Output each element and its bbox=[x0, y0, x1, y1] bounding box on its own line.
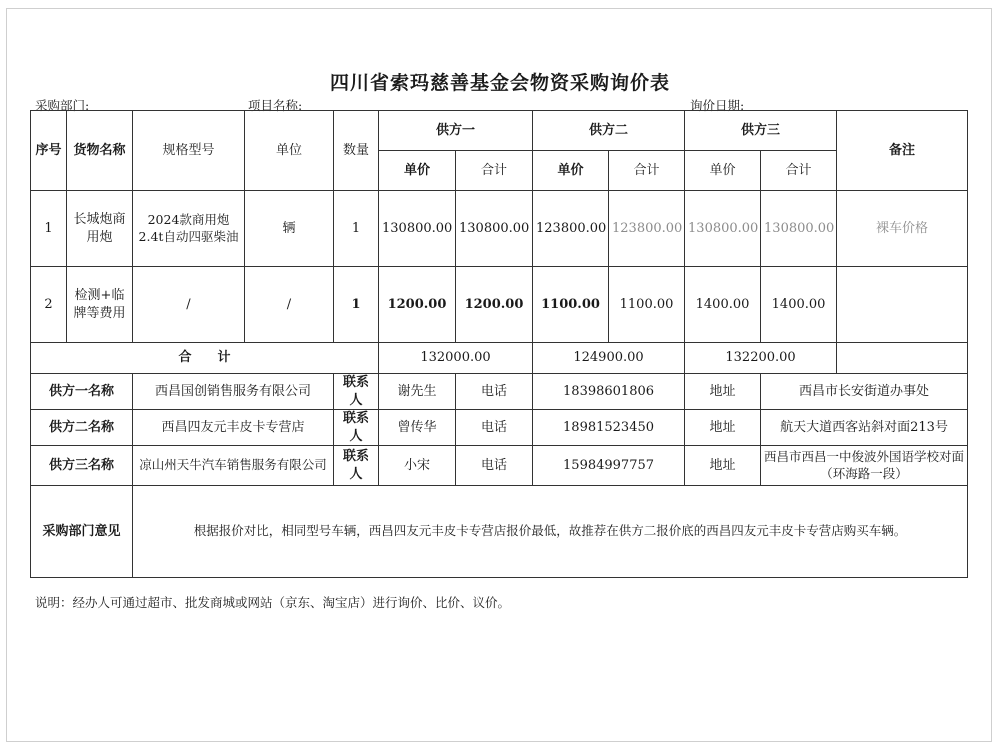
sum-label: 合 计 bbox=[31, 343, 379, 374]
row-s2-total: 123800.00 bbox=[609, 191, 685, 267]
opinion-label: 采购部门意见 bbox=[31, 486, 133, 578]
phone-label: 电话 bbox=[456, 374, 533, 410]
inquiry-table bbox=[30, 110, 968, 578]
row-s1-total: 1200.00 bbox=[456, 267, 533, 343]
contact-label: 联系人 bbox=[334, 374, 379, 410]
supplier-role-label: 供方二名称 bbox=[31, 410, 133, 446]
row-s3-unit-price: 1400.00 bbox=[685, 267, 761, 343]
row-s1-unit-price: 130800.00 bbox=[379, 191, 456, 267]
address-label: 地址 bbox=[685, 374, 761, 410]
header-goods-name: 货物名称 bbox=[67, 111, 133, 191]
sum-supplier3: 132200.00 bbox=[685, 343, 837, 374]
supplier-contact: 小宋 bbox=[379, 446, 456, 486]
supplier-phone: 15984997757 bbox=[533, 446, 685, 486]
purchase-dept-label: 采购部门: bbox=[35, 98, 90, 113]
supplier-role-label: 供方一名称 bbox=[31, 374, 133, 410]
contact-label: 联系人 bbox=[334, 446, 379, 486]
sum-supplier2: 124900.00 bbox=[533, 343, 685, 374]
row-goods-name: 检测+临牌等费用 bbox=[67, 267, 133, 343]
header-s1-unit-price: 单价 bbox=[379, 151, 456, 191]
phone-label: 电话 bbox=[456, 410, 533, 446]
supplier-row bbox=[31, 410, 968, 446]
row-s2-total: 1100.00 bbox=[609, 267, 685, 343]
header-s1-total: 合计 bbox=[456, 151, 533, 191]
supplier-phone: 18981523450 bbox=[533, 410, 685, 446]
phone-label: 电话 bbox=[456, 446, 533, 486]
header-unit: 单位 bbox=[245, 111, 334, 191]
row-remark bbox=[837, 267, 968, 343]
form-title: 四川省索玛慈善基金会物资采购询价表 bbox=[329, 72, 670, 94]
row-unit: 辆 bbox=[245, 191, 334, 267]
header-seq: 序号 bbox=[31, 111, 67, 191]
row-s1-total: 130800.00 bbox=[456, 191, 533, 267]
project-name-label: 项目名称: bbox=[248, 98, 303, 113]
supplier-role-label: 供方三名称 bbox=[31, 446, 133, 486]
row-seq: 1 bbox=[31, 191, 67, 267]
supplier-company: 西昌四友元丰皮卡专营店 bbox=[133, 410, 334, 446]
header-remark: 备注 bbox=[837, 111, 968, 191]
supplier-contact: 曾传华 bbox=[379, 410, 456, 446]
supplier-address: 航天大道西客站斜对面213号 bbox=[761, 410, 968, 446]
row-s3-unit-price: 130800.00 bbox=[685, 191, 761, 267]
supplier-company: 凉山州天牛汽车销售服务有限公司 bbox=[133, 446, 334, 486]
inquiry-date-label: 询价日期: bbox=[690, 98, 745, 113]
address-label: 地址 bbox=[685, 410, 761, 446]
header-spec: 规格型号 bbox=[133, 111, 245, 191]
table-row bbox=[31, 191, 968, 267]
row-s2-unit-price: 1100.00 bbox=[533, 267, 609, 343]
row-s1-unit-price: 1200.00 bbox=[379, 267, 456, 343]
supplier-contact: 谢先生 bbox=[379, 374, 456, 410]
opinion-row bbox=[31, 486, 968, 578]
header-s3-total: 合计 bbox=[761, 151, 837, 191]
row-qty: 1 bbox=[334, 267, 379, 343]
row-s3-total: 130800.00 bbox=[761, 191, 837, 267]
supplier-address: 西昌市长安街道办事处 bbox=[761, 374, 968, 410]
header-qty: 数量 bbox=[334, 111, 379, 191]
row-goods-name: 长城炮商用炮 bbox=[67, 191, 133, 267]
row-spec: 2024款商用炮2.4t自动四驱柴油 bbox=[133, 191, 245, 267]
row-unit: / bbox=[245, 267, 334, 343]
contact-label: 联系人 bbox=[334, 410, 379, 446]
row-s2-unit-price: 123800.00 bbox=[533, 191, 609, 267]
sum-row bbox=[31, 343, 968, 374]
header-s2-unit-price: 单价 bbox=[533, 151, 609, 191]
header-s3-unit-price: 单价 bbox=[685, 151, 761, 191]
row-spec: / bbox=[133, 267, 245, 343]
header-row-1 bbox=[31, 111, 968, 151]
row-remark: 裸车价格 bbox=[837, 191, 968, 267]
row-qty: 1 bbox=[334, 191, 379, 267]
header-s2-total: 合计 bbox=[609, 151, 685, 191]
opinion-text: 根据报价对比，相同型号车辆，西昌四友元丰皮卡专营店报价最低，故推荐在供方二报价底的西昌四友元丰皮卡专营店购买车辆。 bbox=[133, 486, 968, 578]
footnote: 说明：经办人可通过超市、批发商城或网站（京东、淘宝店）进行询价、比价、议价。 bbox=[35, 595, 511, 610]
sum-supplier1: 132000.00 bbox=[379, 343, 533, 374]
table-row bbox=[31, 267, 968, 343]
header-supplier1: 供方一 bbox=[379, 111, 533, 151]
header-supplier2: 供方二 bbox=[533, 111, 685, 151]
supplier-row bbox=[31, 374, 968, 410]
row-s3-total: 1400.00 bbox=[761, 267, 837, 343]
supplier-phone: 18398601806 bbox=[533, 374, 685, 410]
row-seq: 2 bbox=[31, 267, 67, 343]
sum-remark bbox=[837, 343, 968, 374]
header-supplier3: 供方三 bbox=[685, 111, 837, 151]
supplier-row bbox=[31, 446, 968, 486]
supplier-company: 西昌国创销售服务有限公司 bbox=[133, 374, 334, 410]
supplier-address: 西昌市西昌一中俊波外国语学校对面（环海路一段） bbox=[761, 446, 968, 486]
address-label: 地址 bbox=[685, 446, 761, 486]
